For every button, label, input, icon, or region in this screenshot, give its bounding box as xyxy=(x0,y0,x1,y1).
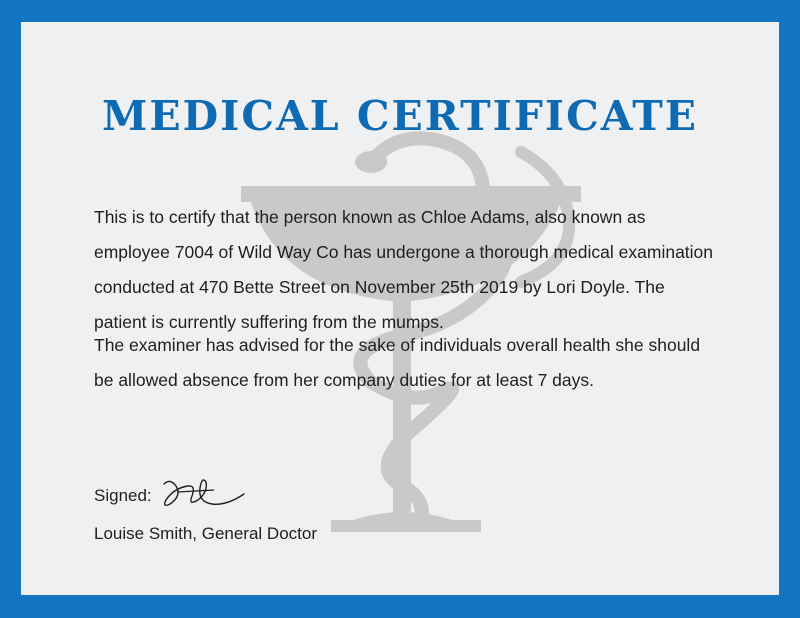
certificate-page xyxy=(21,22,779,595)
examiner-advice: The examiner has advised for the sake of individuals overall health she should be allowed absence from her company duties for at least 7 days. xyxy=(94,335,701,390)
signed-label: Signed: xyxy=(94,486,152,505)
certification-statement: This is to certify that the person known as Chloe Adams, also known as employee 7004 of Wild Way Co has undergone a thorough medical examination conducted at 470 Bette Street on November 25th 2019 by Lori Doyle. The patient is currently suffering from the mumps. xyxy=(94,207,714,332)
signer-name: Louise Smith, General Doctor xyxy=(94,524,317,543)
certificate-title: MEDICAL CERTIFICATE xyxy=(101,92,699,140)
signature-mark xyxy=(156,474,246,514)
